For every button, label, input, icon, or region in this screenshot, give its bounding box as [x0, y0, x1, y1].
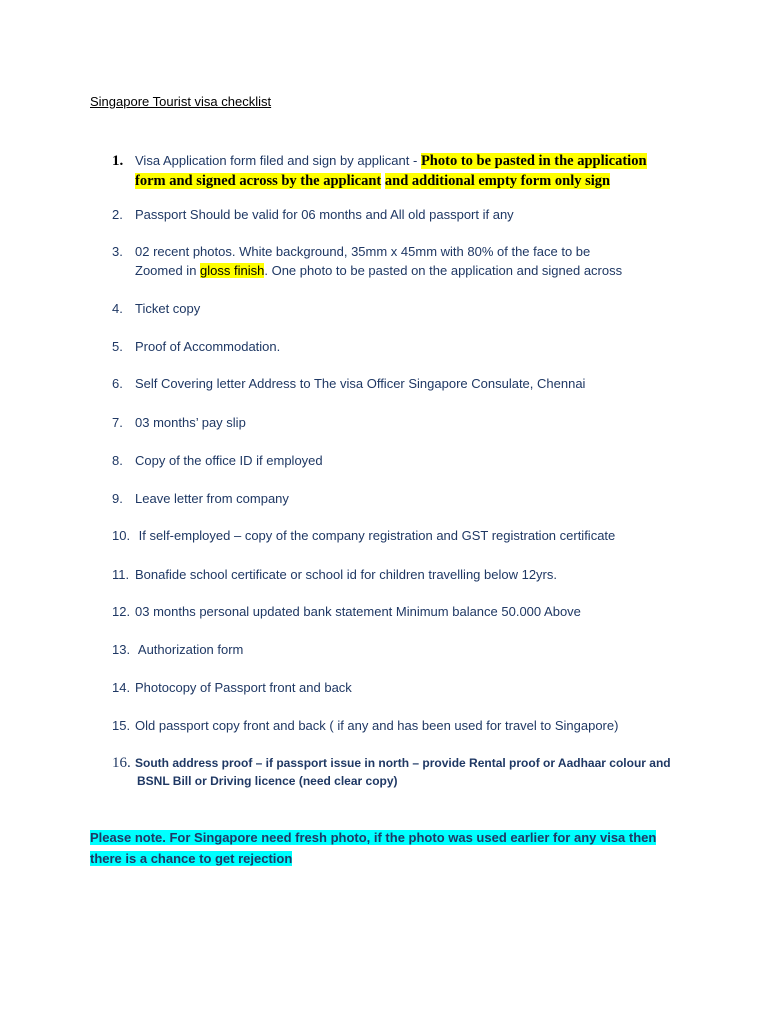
item-text: Old passport copy front and back ( if any and has been used for travel to Singapore) [135, 718, 619, 733]
checklist-item-10 [112, 526, 702, 545]
checklist-item-7 [112, 413, 702, 432]
checklist-item-6 [112, 374, 702, 393]
checklist-item-15 [112, 716, 702, 735]
item-number: 4. [112, 301, 123, 316]
checklist-item-11 [112, 565, 702, 584]
item-number: 7. [112, 415, 123, 430]
item-text: Ticket copy [135, 301, 201, 316]
item-text: Leave letter from company [135, 491, 289, 506]
item-number: 10. [112, 528, 131, 543]
item-text: South address proof – if passport issue in north – provide Rental proof or Aadhaar colour and [135, 756, 671, 770]
checklist-item-8 [112, 451, 702, 470]
item-text: Copy of the office ID if employed [135, 453, 323, 468]
item-text: Zoomed in [135, 263, 201, 278]
item-text: 02 recent photos. White background, 35mm x 45mm with 80% of the face to be [135, 244, 591, 259]
checklist-item-2 [112, 205, 702, 224]
item-number: 6. [112, 376, 123, 391]
item-number: 12. [112, 604, 131, 619]
item-text: Passport Should be valid for 06 months and All old passport if any [135, 207, 514, 222]
checklist-item-9 [112, 489, 702, 508]
item-number: 8. [112, 453, 123, 468]
item-separator: - [409, 153, 421, 168]
item-text: . One photo to be pasted on the application and signed across [264, 263, 623, 278]
item-text: If self-employed – copy of the company registration and GST registration certificate [135, 528, 616, 543]
checklist-item-5 [112, 337, 702, 356]
checklist-item-16 [112, 754, 702, 790]
item-number: 13. [112, 642, 131, 657]
checklist-item-1 [112, 151, 702, 191]
item-text: Bonafide school certificate or school id for children travelling below 12yrs. [135, 567, 557, 582]
note-line-1: Please note. For Singapore need fresh photo, if the photo was used earlier for any visa then [90, 830, 657, 845]
checklist-item-13 [112, 640, 702, 659]
highlight-text: form and signed across by the applicant [135, 173, 382, 189]
document-title: Singapore Tourist visa checklist [90, 94, 272, 109]
item-text: 03 months personal updated bank statement Minimum balance 50.000 Above [135, 604, 581, 619]
item-number: 5. [112, 339, 123, 354]
item-number: 3. [112, 244, 123, 259]
note-line-2: there is a chance to get rejection [90, 851, 293, 866]
item-text-cont: BSNL Bill or Driving licence (need clear copy) [137, 774, 398, 788]
item-text: Authorization form [135, 642, 244, 657]
item-number: 15. [112, 718, 131, 733]
item-text: Self Covering letter Address to The visa Officer Singapore Consulate, Chennai [135, 376, 586, 391]
item-text: Photocopy of Passport front and back [135, 680, 352, 695]
item-number: 1. [112, 153, 124, 169]
item-number: 9. [112, 491, 123, 506]
item-number: 2. [112, 207, 123, 222]
item-text: Proof of Accommodation. [135, 339, 281, 354]
item-number: 14. [112, 680, 131, 695]
item-text: 03 months’ pay slip [135, 415, 246, 430]
item-number: 16. [112, 755, 131, 771]
item-text: Visa Application form filed and sign by applicant [135, 153, 410, 168]
highlight-text: Photo to be pasted in the application [420, 153, 647, 169]
highlight-text: and additional empty form only sign [384, 173, 611, 189]
highlight-text: gloss finish [200, 263, 265, 278]
checklist-item-14 [112, 678, 702, 697]
rejection-note [90, 827, 690, 869]
checklist-item-4 [112, 299, 702, 318]
item-number: 11. [112, 567, 130, 582]
checklist-item-12 [112, 602, 702, 621]
checklist-item-3 [112, 242, 702, 280]
